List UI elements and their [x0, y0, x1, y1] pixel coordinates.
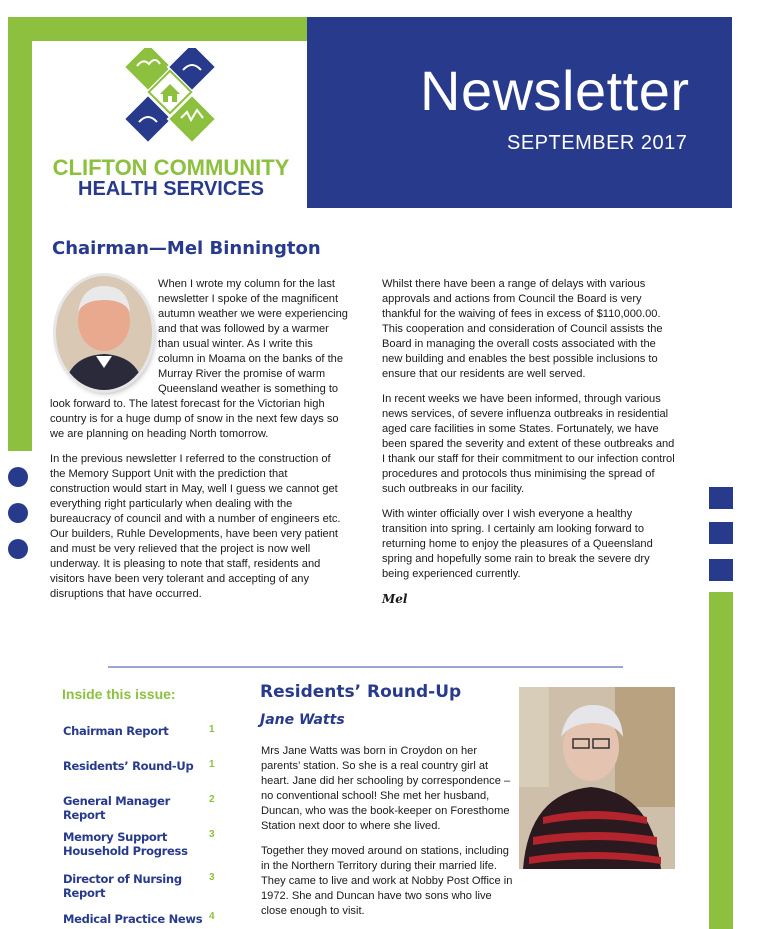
- organization-name-line2: HEALTH SERVICES: [78, 178, 264, 200]
- chairman-paragraph: In recent weeks we have been informed, through various news services, of severe influenza outbreaks in residential aged care facilities in some States. Fortunately, we have been spared the severity and extent of these outbreaks and I thank our staff for their commitment to our infection control procedures and protocols thus minimising the spread of such outbreaks in our facility.: [382, 393, 675, 495]
- toc-item-medical-practice-news[interactable]: Medical Practice News: [63, 912, 203, 926]
- chairman-signature: Mel: [382, 592, 408, 606]
- chairman-paragraph: In the previous newsletter I referred to the construction of the Memory Support Unit with the prediction that construction would start in May, well I guess we cannot get everything right particularly when dealing with the bureaucracy of council and with a number of engineers etc. Our builders, Ruhle Developments, have been very patient and must be very relieved that the project is now well underway. It is pleasing to note that staff, residents and visitors have been very tolerant and accepting of any disruptions that have occurred.: [50, 453, 341, 600]
- toc-item-general-manager-report[interactable]: General Manager Report: [63, 794, 170, 822]
- green-accent-bar-right: [709, 592, 733, 929]
- organization-logo-icon: [115, 48, 225, 152]
- roundup-body: [261, 744, 513, 929]
- roundup-paragraph: Mrs Jane Watts was born in Croydon on her parents’ station. So she is a real country girl at heart. Jane did her schooling by correspondence – no conventional school! She met her husband, Duncan, who was the book-keeper on Foresthome Station next door to where she lived.: [261, 745, 511, 832]
- chairman-column-2: [382, 277, 679, 617]
- roundup-paragraph: Together they moved around on stations, including in the Northern Territory during their married life. They came to live and work at Nobby Post Office in 1972. She and Duncan have two sons who live close enough to visit.: [261, 845, 513, 917]
- toc-item-residents-round-up[interactable]: Residents’ Round-Up: [63, 759, 194, 773]
- chairman-heading: Chairman—Mel Binnington: [52, 238, 321, 259]
- toc-page-number: 1: [209, 724, 215, 735]
- organization-name: CLIFTON COMMUNITY: [52, 155, 290, 180]
- toc-item-chairman-report[interactable]: Chairman Report: [63, 724, 169, 738]
- chairman-paragraph: Whilst there have been a range of delays with various approvals and actions from Council the Board is very thankful for the waiving of fees in excess of $110,000.00. This cooperation and consideration of Council assists the Board in managing the overall costs associated with the new building and enables the best possible inclusions to ensure that our residents are well served.: [382, 278, 663, 380]
- toc-page-number: 2: [209, 794, 215, 805]
- decorative-square: [709, 522, 733, 544]
- decorative-dot: [8, 467, 28, 487]
- decorative-dot: [8, 539, 28, 559]
- toc-page-number: 1: [209, 759, 215, 770]
- jane-watts-photo: [519, 687, 675, 869]
- chairman-column-1: [50, 277, 348, 612]
- inside-issue-title: Inside this issue:: [62, 686, 176, 702]
- chairman-paragraph: With winter officially over I wish everyone a healthy transition into spring. I certainly am looking forward to returning home to enjoy the pleasures of a Queensland spring and hopefully some rain to break the severe dry being experienced currently.: [382, 508, 653, 580]
- toc-item-memory-support-progress[interactable]: Memory Support Household Progress: [63, 830, 188, 858]
- decorative-square: [709, 487, 733, 509]
- green-accent-bar-left: [8, 17, 32, 451]
- roundup-heading: Residents’ Round-Up: [260, 682, 462, 702]
- toc-page-number: 3: [209, 829, 215, 840]
- decorative-dot: [8, 503, 28, 523]
- newsletter-title: Newsletter: [420, 59, 690, 122]
- toc-item-director-of-nursing-report[interactable]: Director of Nursing Report: [63, 872, 182, 900]
- chairman-paragraph: When I wrote my column for the last newsletter I spoke of the magnificent autumn weather we were experiencing and that was followed by a warmer than usual winter. As I write this column in Moama on the banks of the Murray River the promise of warm Queensland weather is something to look forward to. The latest forecast for the Victorian high country is for a huge dump of snow in the next few days so we are planning on heading North tomorrow.: [50, 278, 348, 440]
- toc-page-number: 4: [209, 911, 215, 922]
- decorative-square: [709, 559, 733, 581]
- newsletter-date: SEPTEMBER 2017: [507, 132, 688, 154]
- roundup-subheading: Jane Watts: [260, 712, 345, 728]
- toc-page-number: 3: [209, 872, 215, 883]
- section-divider: [108, 666, 623, 668]
